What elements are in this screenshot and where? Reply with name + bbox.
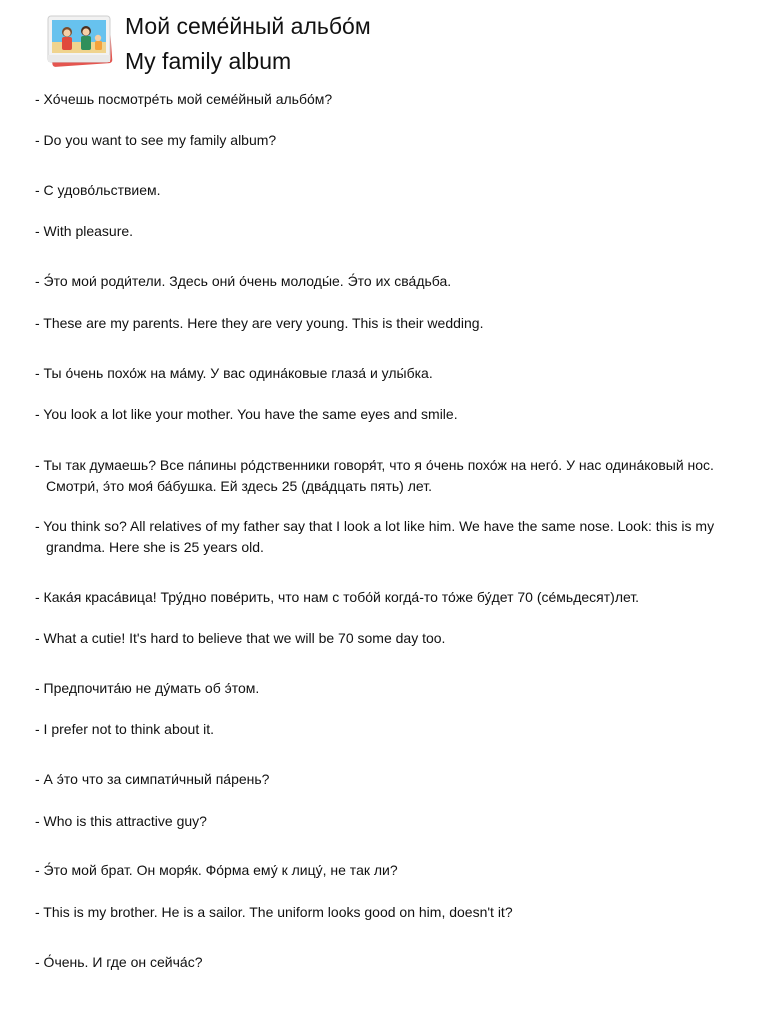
dialog-line: - Ты о́чень похо́ж на ма́му. У вас одина́ковые глаза́ и улы́бка. — [35, 365, 433, 381]
dialog-line: - Хо́чешь посмотре́ть мой семе́йный альбо́м? — [35, 91, 333, 107]
dialog-line: - This is my brother. He is a sailor. The uniform looks good on him, doesn't it? — [35, 904, 513, 920]
dialog-line: - Who is this attractive guy? — [35, 813, 207, 829]
dialog-line: - What a cutie! It's hard to believe that we will be 70 some day too. — [35, 630, 446, 646]
dialog-line: - Do you want to see my family album? — [35, 132, 277, 148]
dialog-line: - О́чень. И где он сейча́с? — [35, 954, 203, 970]
dialog-line: - You look a lot like your mother. You have the same eyes and smile. — [35, 406, 458, 422]
dialog-line: - These are my parents. Here they are very young. This is their wedding. — [35, 315, 484, 331]
dialog-line: - Э́то мой брат. Он моря́к. Фо́рма ему́ к лицу́, не так ли? — [35, 862, 398, 878]
page-title-russian: Мой семе́йный альбо́м — [125, 13, 371, 39]
dialog-line: - А э́то что за симпати́чный па́рень? — [35, 771, 270, 787]
dialog-line: - С удово́льствием. — [35, 182, 161, 198]
dialog-line: - Ты так думаешь? Все па́пины ро́дственники говоря́т, что я о́чень похо́ж на него́. У нас одина́ковый нос. Смотри́, э́то моя́ ба́бушка. Ей здесь 25 (два́дцать пять) лет. — [35, 457, 714, 494]
dialog-line: - Э́то мои́ роди́тели. Здесь они́ о́чень молоды́е. Э́то их сва́дьба. — [35, 273, 452, 289]
dialog-line: - You think so? All relatives of my father say that I look a lot like him. We have the same nose. Look: this is my grandma. Here she is 25 years old. — [35, 518, 715, 555]
dialog-line: - I prefer not to think about it. — [35, 721, 214, 737]
page-title-english: My family album — [125, 48, 292, 74]
dialog-line: - Предпочита́ю не ду́мать об э́том. — [35, 680, 260, 696]
dialog-line: - With pleasure. — [35, 223, 134, 239]
dialog-line: - Кака́я краса́вица! Тру́дно пове́рить, что нам с тобо́й когда́-то то́же бу́дет 70 (се́мьдесят)лет. — [35, 589, 640, 605]
